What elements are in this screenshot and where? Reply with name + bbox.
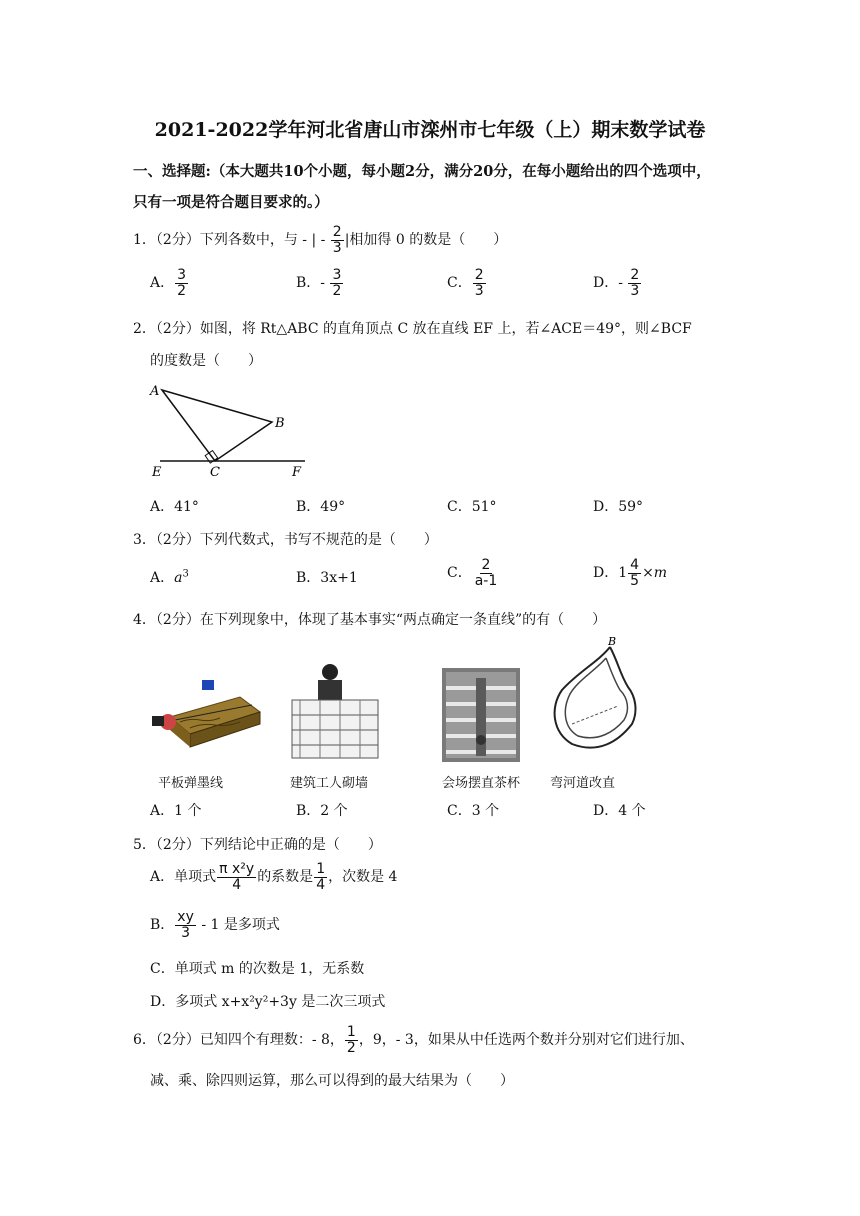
- label-c: C: [210, 465, 220, 480]
- question-6-stem: 6．（2分）已知四个有理数：- 8， $\frac{1}{2}$ ，9，- 3，如果从中任选两个数并分别对它们进行加、: [133, 1024, 694, 1056]
- question-3-stem: 3．（2分）下列代数式，书写不规范的是（ ）: [133, 532, 438, 548]
- label-e: E: [152, 465, 162, 480]
- river-straightening-image: [548, 632, 640, 762]
- q3-option-d[interactable]: D．1 $\frac{4}{5}$ ×m: [593, 557, 668, 589]
- q3-option-a[interactable]: A．$a^3$: [150, 568, 189, 586]
- q4-option-d[interactable]: D．4 个: [593, 803, 646, 819]
- tea-cups-hall-image: [442, 668, 520, 762]
- river-label-b: B: [608, 635, 617, 648]
- q2-option-c[interactable]: C．51°: [447, 499, 497, 515]
- section-heading-cont: 只有一项是符合题目要求的。）: [133, 194, 329, 211]
- label-a: A: [150, 384, 160, 399]
- brick-wall-worker-image: [290, 660, 380, 762]
- caption-brick-wall: 建筑工人砌墙: [290, 776, 369, 791]
- q3-option-c[interactable]: C． $\frac{2}{a-1}$: [447, 557, 498, 589]
- caption-tea-cups: 会场摆直茶杯: [442, 776, 521, 791]
- q5-option-c[interactable]: C．单项式 m 的次数是 1，无系数: [150, 961, 365, 977]
- section-heading: 一、选择题:（本大题共10个小题，每小题2分，满分20分，在每小题给出的四个选项中，: [133, 163, 711, 180]
- q4-option-c[interactable]: C．3 个: [447, 803, 500, 819]
- q4-option-a[interactable]: A．1 个: [150, 803, 202, 819]
- question-1-stem: 1．（2分）下列各数中，与 - | - $\frac{2}{3}$ |相加得 0 的数是（ ）: [133, 224, 508, 256]
- q5-option-d[interactable]: D．多项式 x+x²y²+3y 是二次三项式: [150, 994, 386, 1010]
- q1-option-d[interactable]: D．- $\frac{2}{3}$: [593, 267, 640, 299]
- question-5-stem: 5．（2分）下列结论中正确的是（ ）: [133, 837, 382, 853]
- question-4-stem: 4．（2分）在下列现象中，体现了基本事实“两点确定一条直线”的有（ ）: [133, 612, 607, 628]
- q5-option-b[interactable]: B． $\frac{xy}{3}$ - 1 是多项式: [150, 909, 280, 941]
- label-f: F: [292, 465, 302, 480]
- q2-option-d[interactable]: D．59°: [593, 499, 644, 515]
- label-b: B: [275, 416, 285, 431]
- question-2-stem-cont: 的度数是（ ）: [150, 353, 262, 369]
- question-6-stem-cont: 减、乘、除四则运算，那么可以得到的最大结果为（ ）: [150, 1073, 514, 1089]
- page-title: 2021-2022学年河北省唐山市滦州市七年级（上）期末数学试卷: [154, 119, 706, 141]
- q4-option-b[interactable]: B．2 个: [296, 803, 348, 819]
- triangle-figure: [140, 375, 320, 480]
- q2-option-b[interactable]: B．49°: [296, 499, 346, 515]
- ink-line-board-image: [150, 672, 265, 762]
- q5-option-a[interactable]: A．单项式 $\frac{\text{π x²y}}{4}$ 的系数是 $\frac{1}{4}$ ，次数是 4: [150, 861, 398, 893]
- q1-option-c[interactable]: C． $\frac{2}{3}$: [447, 267, 484, 299]
- question-2-stem: 2．（2分）如图，将 Rt△ABC 的直角顶点 C 放在直线 EF 上，若∠ACE＝49°，则∠BCF: [133, 321, 692, 337]
- q1-option-b[interactable]: B．- $\frac{3}{2}$: [296, 267, 342, 299]
- q2-option-a[interactable]: A．41°: [150, 499, 199, 515]
- caption-ink-line: 平板弹墨线: [158, 776, 224, 791]
- fraction: $\frac{2}{3}$: [332, 224, 342, 256]
- q3-option-b[interactable]: B．3x+1: [296, 570, 358, 586]
- q1-option-a[interactable]: A． $\frac{3}{2}$: [150, 267, 187, 299]
- caption-river: 弯河道改直: [550, 776, 616, 791]
